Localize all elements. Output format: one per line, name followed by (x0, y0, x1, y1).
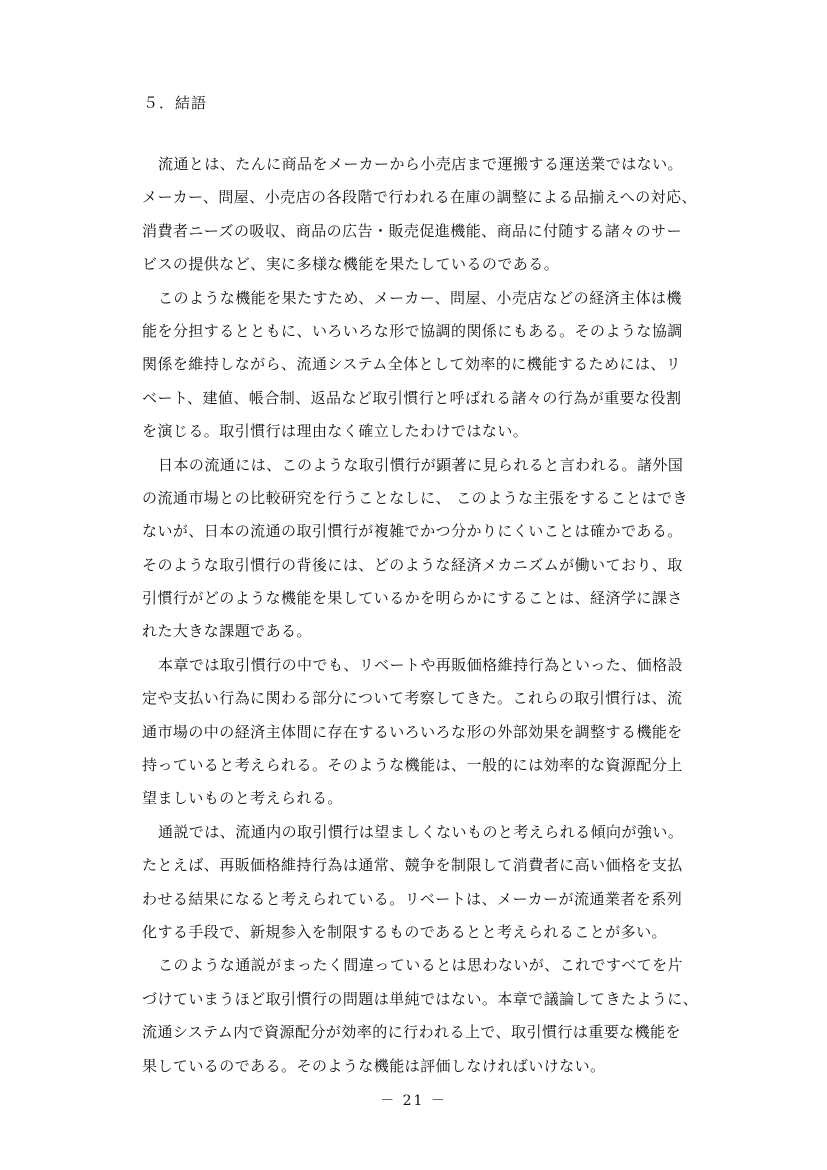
text-line: たとえば、再販価格維持行為は通常、競争を制限して消費者に高い価格を支払 (142, 856, 683, 875)
text-line: このような機能を果たすため、メーカー、問屋、小売店などの経済主体は機 (158, 288, 682, 307)
body-text (142, 148, 702, 1083)
text-line: 本章では取引慣行の中でも、リベートや再販価格維持行為といった、価格設 (158, 655, 684, 674)
text-line: メーカー、問屋、小売店の各段階で行われる在庫の調整による品揃えへの対応、 (142, 188, 698, 207)
text-line: れた大きな課題である。 (142, 622, 312, 641)
text-line: ベート、建値、帳合制、返品など取引慣行と呼ばれる諸々の行為が重要な役割 (142, 388, 682, 407)
text-line: そのような取引慣行の背後には、どのような経済メカニズムが働いており、取 (142, 555, 683, 574)
text-line: わせる結果になると考えられている。リベートは、メーカーが流通業者を系列 (142, 889, 683, 908)
text-line: 果しているのである。そのような機能は評価しなければいけない。 (142, 1056, 606, 1075)
page-number: － 21 － (380, 1093, 447, 1109)
text-line: づけていまうほど取引慣行の問題は単純ではない。本章で議論してきたように、 (142, 989, 699, 1008)
text-line: 望ましいものと考えられる。 (142, 789, 343, 808)
text-line: このような通説がまったく間違っているとは思わないが、これですべてを片 (158, 956, 684, 975)
section-heading: ５．結語 (143, 94, 208, 112)
text-line: 能を分担するとともに、いろいろな形で協調的関係にもある。そのような協調 (142, 321, 683, 340)
text-line: 日本の流通には、このような取引慣行が顕著に見られると言われる。諸外国 (158, 455, 684, 474)
text-line: ないが、日本の流通の取引慣行が複雑でかつ分かりにくいことは確かである。 (142, 522, 683, 541)
text-line: 関係を維持しながら、流通システム全体として効率的に機能するためには、リ (142, 355, 682, 374)
text-line: 通市場の中の経済主体間に存在するいろいろな形の外部効果を調整する機能を (142, 722, 683, 741)
text-line: 流通システム内で資源配分が効率的に行われる上で、取引慣行は重要な機能を (142, 1023, 681, 1042)
text-line: を演じる。取引慣行は理由なく確立したわけではない。 (142, 422, 529, 441)
text-line: 化する手段で、新規参入を制限するものであるとと考えられることが多い。 (142, 922, 668, 941)
text-line: 持っていると考えられる。そのような機能は、一般的には効率的な資源配分上 (142, 756, 683, 775)
text-line: 通説では、流通内の取引慣行は望ましくないものと考えられる傾向が強い。 (158, 822, 684, 841)
text-line: 消費者ニーズの吸収、商品の広告・販売促進機能、商品に付随する諸々のサー (142, 221, 683, 240)
text-line: 流通とは、たんに商品をメーカーから小売店まで運搬する運送業ではない。 (158, 155, 684, 173)
text-line: 定や支払い行為に関わる部分について考察してきた。これらの取引慣行は、流 (142, 689, 683, 708)
text-line: 引慣行がどのような機能を果しているかを明らかにすることは、経済学に課さ (142, 589, 683, 608)
text-line: の流通市場との比較研究を行うことなしに、 このような主張をすることはでき (142, 488, 688, 507)
text-line: ビスの提供など、実に多様な機能を果たしているのである。 (142, 255, 560, 274)
